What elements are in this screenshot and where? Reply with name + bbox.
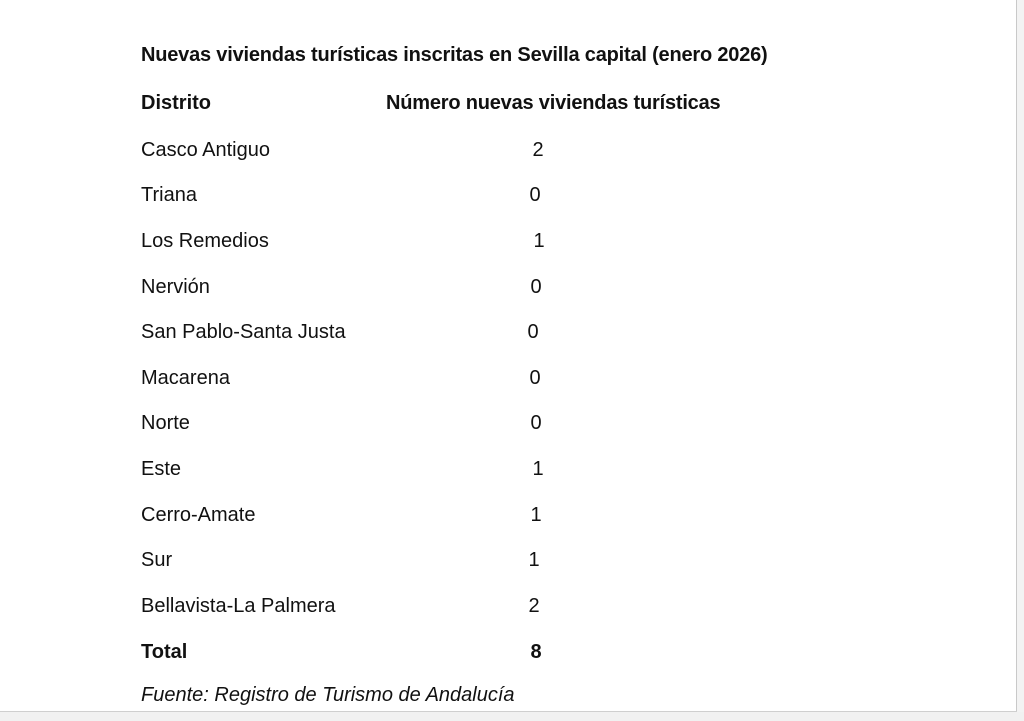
district-count: 1 [532, 458, 544, 480]
workspace-right-gutter [1017, 0, 1024, 721]
district-count: 0 [530, 276, 542, 298]
table-row [0, 276, 1016, 306]
table-row [0, 595, 1016, 625]
district-count: 1 [533, 230, 545, 252]
table-row [0, 458, 1016, 488]
district-count: 0 [529, 367, 541, 389]
table-row [0, 549, 1016, 579]
district-name: Bellavista-La Palmera [141, 595, 336, 617]
table-row [0, 504, 1016, 534]
district-name: Este [141, 458, 182, 480]
total-label: Total [141, 641, 188, 663]
district-name: Casco Antiguo [141, 139, 270, 161]
table-row [0, 184, 1016, 214]
district-name: Cerro-Amate [141, 504, 256, 526]
district-count: 0 [529, 184, 541, 206]
district-name: Norte [141, 412, 190, 434]
table-row [0, 367, 1016, 397]
district-count: 0 [527, 321, 539, 343]
district-name: Sur [141, 549, 173, 571]
source-note: Fuente: Registro de Turismo de Andalucía [141, 684, 515, 706]
column-header-count: Número nuevas viviendas turísticas [386, 92, 721, 114]
column-header-district: Distrito [141, 92, 211, 114]
workspace-bottom-gutter [0, 712, 1024, 721]
table-row [0, 139, 1016, 169]
district-count: 2 [532, 139, 544, 161]
total-count: 8 [530, 641, 542, 663]
district-count: 1 [530, 504, 542, 526]
district-count: 1 [528, 549, 540, 571]
district-name: Los Remedios [141, 230, 269, 252]
table-row [0, 321, 1016, 351]
district-name: San Pablo-Santa Justa [141, 321, 346, 343]
table-row [0, 230, 1016, 260]
total-row [0, 641, 1016, 671]
district-name: Nervión [141, 276, 210, 298]
district-name: Macarena [141, 367, 230, 389]
district-count: 0 [530, 412, 542, 434]
district-count: 2 [528, 595, 540, 617]
document-title: Nuevas viviendas turísticas inscritas en Sevilla capital (enero 2026) [141, 44, 768, 66]
table-row [0, 412, 1016, 442]
district-name: Triana [141, 184, 197, 206]
